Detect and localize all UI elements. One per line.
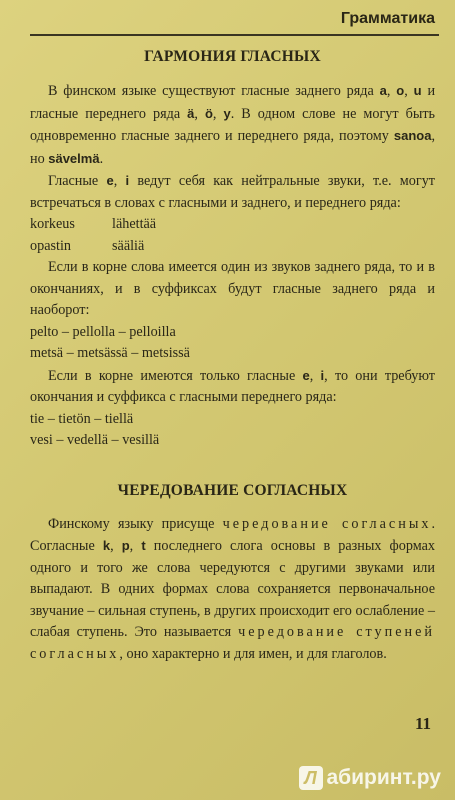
labirint-logo-icon: Л	[299, 766, 323, 790]
example-row: korkeus lähettää	[30, 216, 157, 232]
header-title: Грамматика	[340, 10, 435, 27]
paragraph-vowel-intro: В финском языке существуют гласные заднего ряда a, o, u и гласные переднего ряда ä, ö, y. В одном слове не могут быть одновременно гласные заднего и переднего ряда, поэтому sanoa, но sävelmä.	[30, 83, 436, 167]
page-number: 11	[414, 714, 431, 733]
example-line: tie – tietön – tiellä	[30, 410, 134, 427]
paragraph-front-vowel-rule: Если в корне имеются только гласные e, i, то они требуют окончания и суффикса с гласными переднего ряда:	[30, 367, 435, 405]
example-row: opastin sääliä	[30, 237, 145, 254]
section-heading-consonant-gradation: ЧЕРЕДОВАНИЕ СОГЛАСНЫХ	[117, 481, 348, 499]
running-header	[30, 6, 439, 36]
paragraph-back-vowel-rule: Если в корне слова имеется один из звуков заднего ряда, то и в окончаниях, и в суффиксах будут гласные заднего ряда и наоборот:	[30, 259, 435, 318]
example-line: vesi – vedellä – vesillä	[30, 432, 160, 448]
example-line: pelto – pellolla – pelloilla	[30, 323, 176, 340]
paragraph-neutral-vowels: Гласные e, i ведут себя как нейтральные звуки, т.е. могут встречаться в словах с гласными и заднего, и переднего ряда:	[30, 173, 435, 211]
page-content	[30, 48, 435, 665]
section-heading-vowel-harmony: ГАРМОНИЯ ГЛАСНЫХ	[144, 48, 321, 65]
paragraph-consonant-gradation: Финскому языку присуще чередование согласных. Согласные k, p, t последнего слога основы в разных формах одного и того же слова чередуются с другими звуками или выпадают. В одних формах слова сохраняется первоначальное звучание – сильная ступень, в других происходит его ослабление – слабая ступень. Это называется чередование ступеней согласных, оно характерно и для имен, и для глаголов.	[30, 515, 436, 662]
watermark	[299, 766, 442, 790]
watermark-text: абиринт.ру	[326, 766, 441, 789]
example-line: metsä – metsässä – metsissä	[30, 345, 190, 361]
